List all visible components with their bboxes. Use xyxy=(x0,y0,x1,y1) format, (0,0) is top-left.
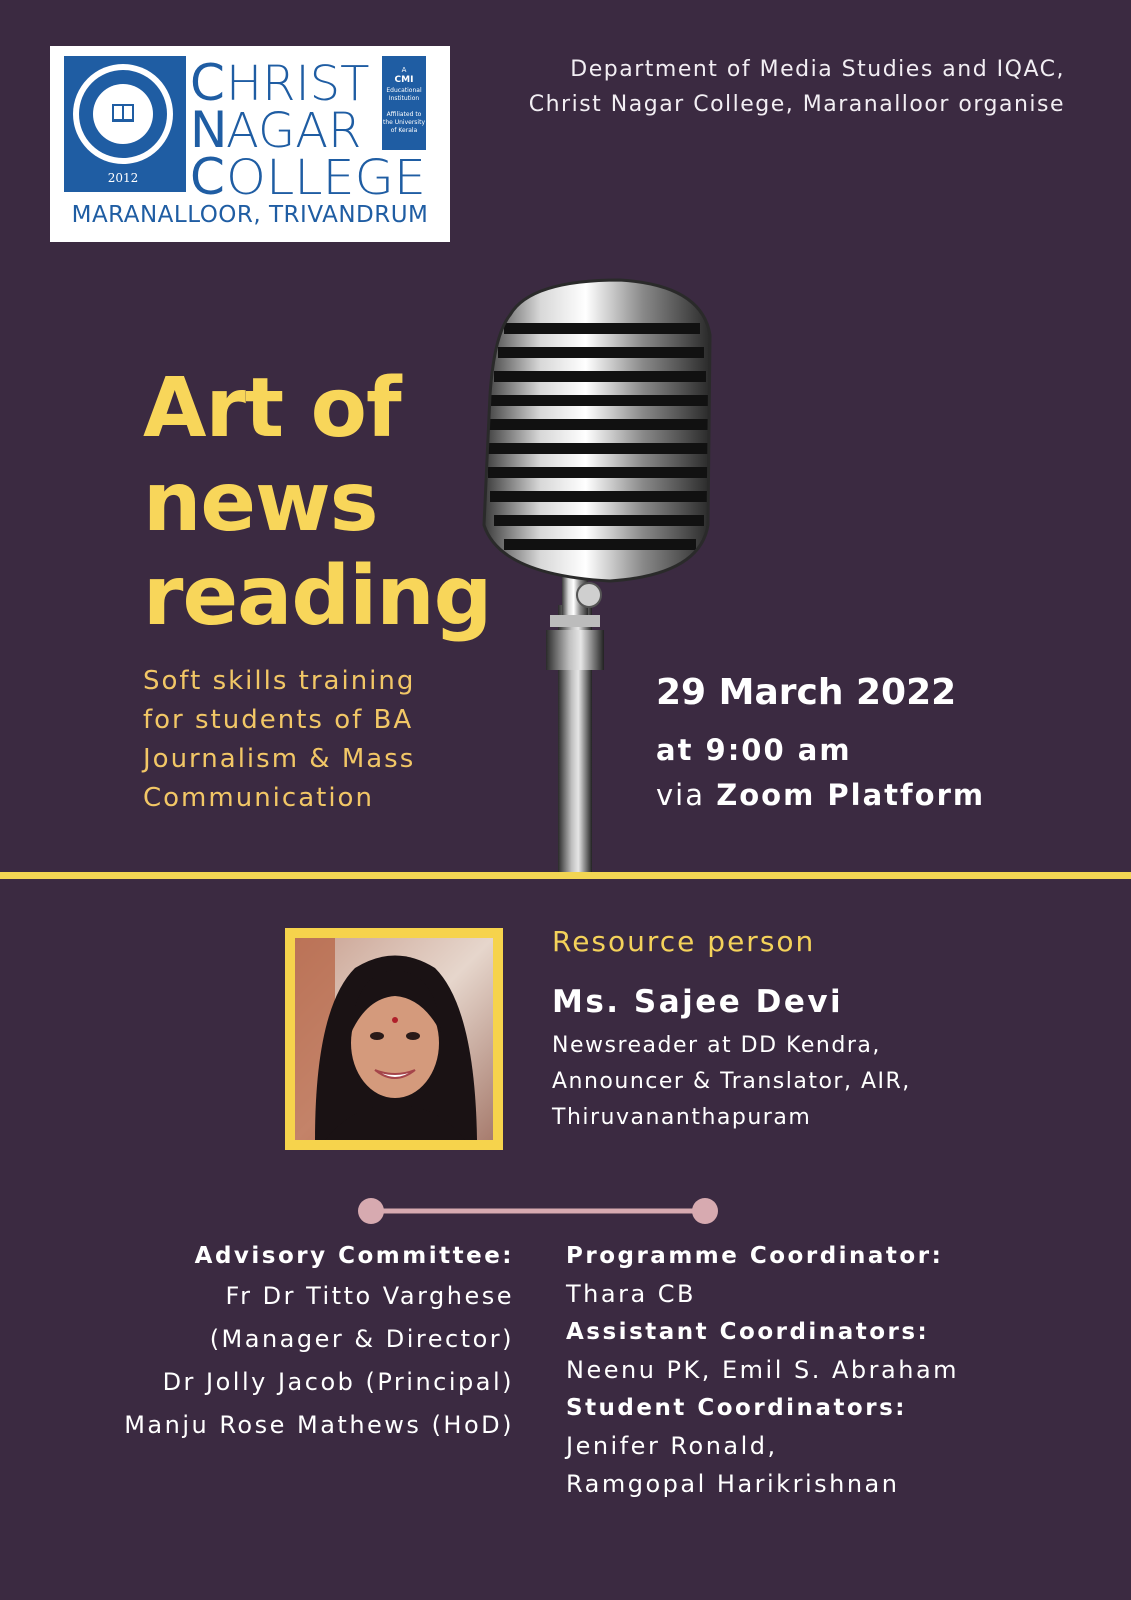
section-divider xyxy=(0,872,1131,879)
svg-text:C: C xyxy=(190,148,225,206)
advisory-item: Dr Jolly Jacob (Principal) xyxy=(162,1368,514,1396)
event-platform xyxy=(656,778,985,812)
platform-via: via xyxy=(656,778,705,812)
platform-name: Zoom Platform xyxy=(716,778,986,812)
subtitle-line-4: Communication xyxy=(143,783,374,813)
event-subtitle xyxy=(143,662,453,818)
subtitle-line-3: Journalism & Mass xyxy=(143,744,416,774)
student-coordinator: Jenifer Ronald, xyxy=(566,1432,778,1460)
subtitle-line-2: for students of BA xyxy=(143,705,414,735)
subtitle-line-1: Soft skills training xyxy=(143,666,416,696)
svg-text:AGAR: AGAR xyxy=(226,103,362,159)
resource-person-label: Resource person xyxy=(552,925,816,958)
svg-text:C: C xyxy=(190,54,225,112)
svg-text:HRIST: HRIST xyxy=(226,56,370,112)
title-line-1: Art of xyxy=(143,361,401,456)
svg-text:Affiliated to: Affiliated to xyxy=(386,111,422,118)
rp-desc-line-3: Thiruvananthapuram xyxy=(552,1105,812,1130)
event-time: at 9:00 am xyxy=(656,733,852,767)
rp-desc-line-1: Newsreader at DD Kendra, xyxy=(552,1033,881,1058)
advisory-heading: Advisory Committee: xyxy=(194,1243,514,1269)
organiser-text xyxy=(529,52,1065,122)
advisory-item: Manju Rose Mathews (HoD) xyxy=(124,1411,514,1439)
svg-text:A: A xyxy=(401,66,407,74)
svg-text:of Kerala: of Kerala xyxy=(390,127,418,134)
svg-text:CMI: CMI xyxy=(394,75,414,85)
student-coordinator: Ramgopal Harikrishnan xyxy=(566,1470,900,1498)
rp-desc-line-2: Announcer & Translator, AIR, xyxy=(552,1069,911,1094)
seal-year: 2012 xyxy=(107,171,139,185)
organiser-line-1: Department of Media Studies and IQAC, xyxy=(570,57,1065,82)
resource-person-photo xyxy=(295,938,493,1140)
programme-coordinator-heading: Programme Coordinator: xyxy=(566,1243,944,1269)
programme-coordinator: Thara CB xyxy=(566,1280,697,1308)
svg-text:OLLEGE: OLLEGE xyxy=(226,150,426,206)
svg-text:Institution: Institution xyxy=(388,95,420,102)
title-line-3: reading xyxy=(143,549,492,644)
connector-ornament xyxy=(355,1196,725,1226)
coordinators xyxy=(566,1237,959,1503)
assistant-coordinators-heading: Assistant Coordinators: xyxy=(566,1319,930,1345)
resource-person-name: Ms. Sajee Devi xyxy=(552,984,844,1020)
college-logo xyxy=(50,46,450,242)
resource-person-description xyxy=(552,1028,911,1136)
svg-text:N: N xyxy=(190,101,228,159)
organiser-line-2: Christ Nagar College, Maranalloor organise xyxy=(528,92,1065,117)
student-coordinators-heading: Student Coordinators: xyxy=(566,1395,907,1421)
event-date: 29 March 2022 xyxy=(656,672,957,713)
event-title xyxy=(143,362,503,644)
resource-person-photo-frame xyxy=(285,928,503,1150)
advisory-item: Fr Dr Titto Varghese xyxy=(225,1282,514,1310)
advisory-committee xyxy=(124,1237,514,1447)
assistant-coordinators: Neenu PK, Emil S. Abraham xyxy=(566,1356,960,1384)
advisory-item: (Manager & Director) xyxy=(209,1325,514,1353)
svg-text:Educational: Educational xyxy=(386,87,422,94)
logo-place-name: MARANALLOOR, TRIVANDRUM xyxy=(71,202,429,228)
title-line-2: news xyxy=(143,455,378,550)
svg-text:the University: the University xyxy=(382,119,426,126)
